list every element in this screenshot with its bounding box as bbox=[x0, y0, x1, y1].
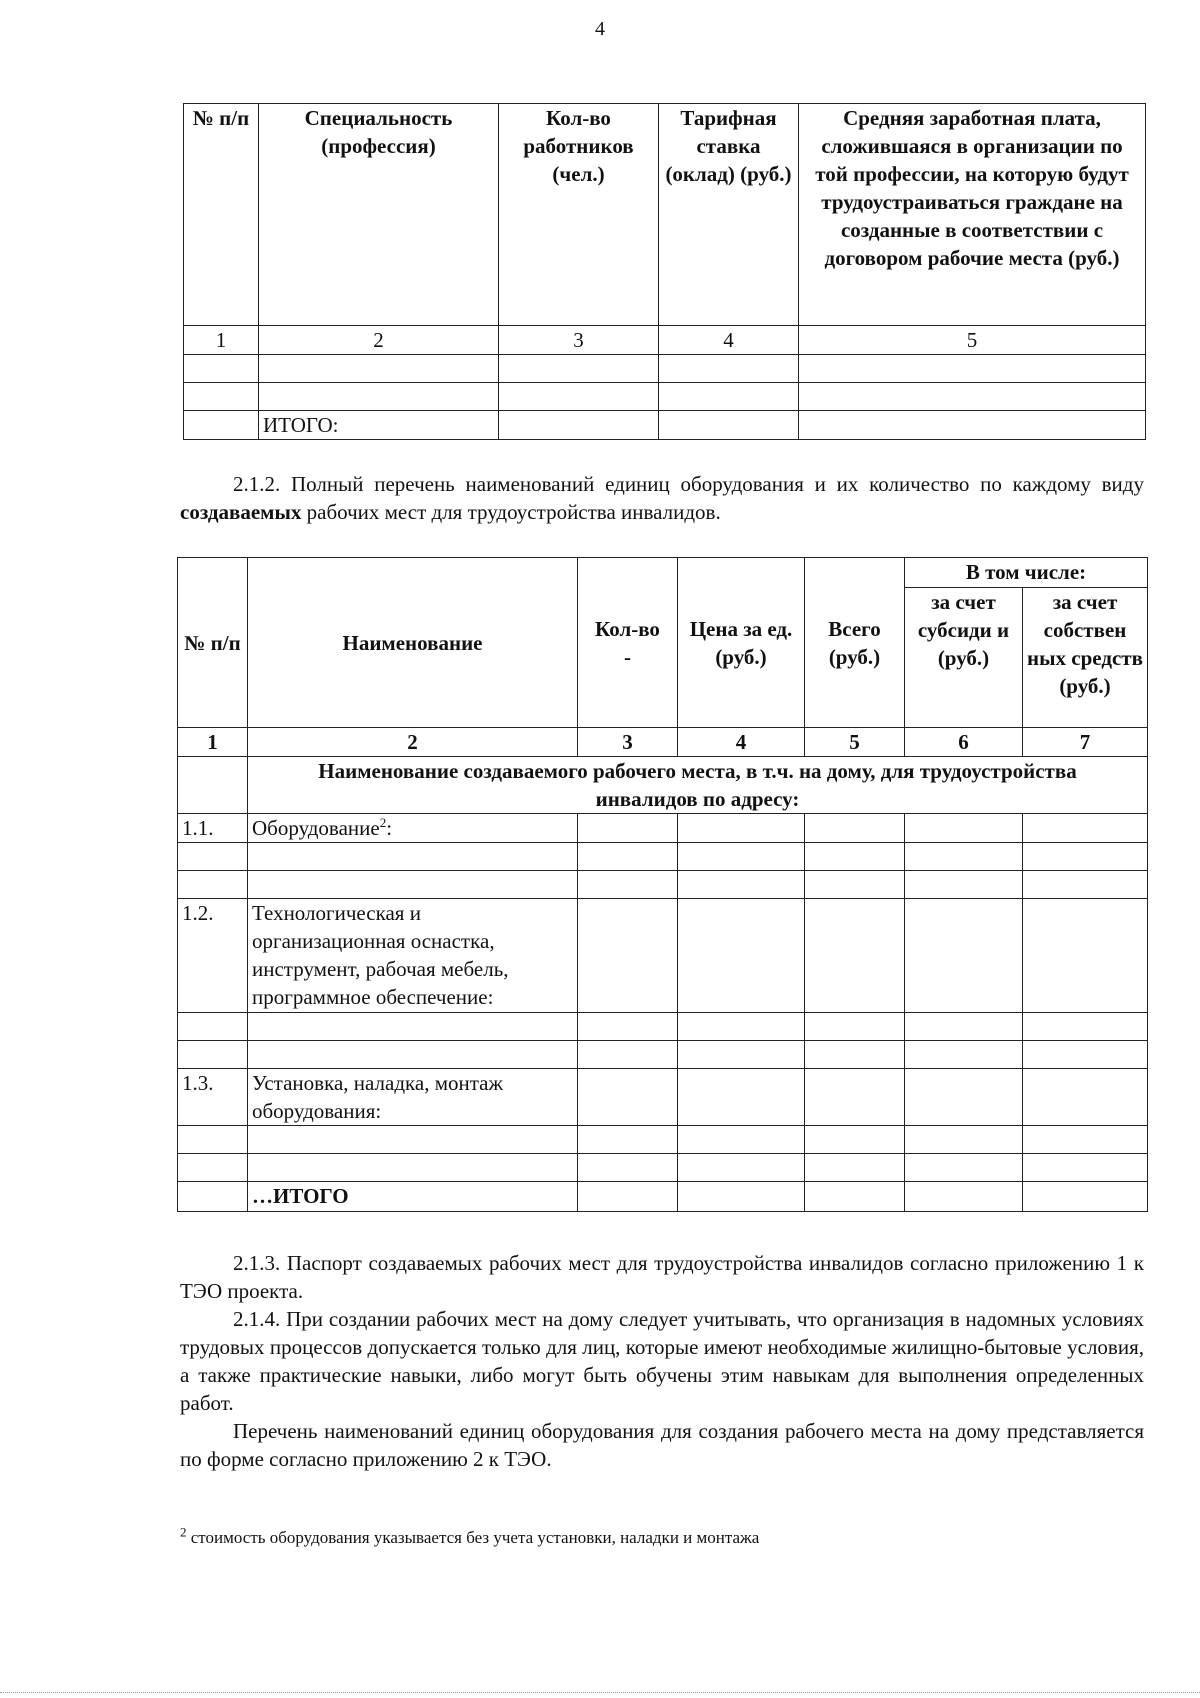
empty-cell bbox=[578, 871, 678, 899]
paragraph-equipment-list: Перечень наименований единиц оборудования для создания рабочего места на дому представляется по форме согласно приложению 2 к ТЭО. bbox=[180, 1419, 1144, 1471]
empty-cell bbox=[678, 1041, 805, 1069]
col-number: 1 bbox=[178, 728, 248, 757]
empty-cell bbox=[178, 843, 248, 871]
empty-cell bbox=[1023, 1126, 1148, 1154]
paragraph-2-1-2-bold: создаваемых bbox=[180, 500, 302, 524]
empty-cell bbox=[905, 1013, 1023, 1041]
table-row bbox=[184, 383, 1146, 411]
empty-cell bbox=[178, 1013, 248, 1041]
empty-cell bbox=[1023, 1154, 1148, 1182]
empty-cell bbox=[1023, 843, 1148, 871]
paragraph-2-1-2 bbox=[180, 470, 1144, 526]
footnote bbox=[180, 1524, 760, 1548]
header-num: № п/п bbox=[184, 104, 259, 326]
empty-cell bbox=[678, 1126, 805, 1154]
empty-cell bbox=[499, 411, 659, 440]
empty-cell bbox=[799, 383, 1146, 411]
equipment-table bbox=[177, 557, 1148, 1212]
row-label: Технологическая и организационная оснастка, инструмент, рабочая мебель, программное обеспечение: bbox=[248, 899, 578, 1013]
empty-cell bbox=[178, 757, 248, 814]
empty-cell bbox=[178, 871, 248, 899]
empty-cell bbox=[905, 1154, 1023, 1182]
empty-cell bbox=[678, 843, 805, 871]
empty-cell bbox=[248, 1013, 578, 1041]
empty-cell bbox=[905, 1182, 1023, 1212]
footnote-text: стоимость оборудования указывается без учета установки, наладки и монтажа bbox=[190, 1528, 760, 1547]
empty-cell bbox=[499, 383, 659, 411]
column-number-row bbox=[184, 326, 1146, 355]
empty-cell bbox=[1023, 1041, 1148, 1069]
empty-cell bbox=[184, 383, 259, 411]
empty-cell bbox=[805, 1126, 905, 1154]
empty-cell bbox=[248, 1126, 578, 1154]
row-label-text: Оборудование bbox=[252, 816, 380, 840]
empty-cell bbox=[805, 899, 905, 1013]
empty-cell bbox=[578, 1013, 678, 1041]
footnote-number: 2 bbox=[180, 1524, 187, 1540]
empty-cell bbox=[678, 1154, 805, 1182]
table-row bbox=[178, 843, 1148, 871]
paragraph-2-1-2-suffix: рабочих мест для трудоустройства инвалидов. bbox=[306, 500, 721, 524]
empty-cell bbox=[178, 1154, 248, 1182]
table-row bbox=[178, 871, 1148, 899]
empty-cell bbox=[259, 355, 499, 383]
paragraph-2-1-4: 2.1.4. При создании рабочих мест на дому следует учитывать, что организация в надомных условиях трудовых процессов допускается только для лиц, которые имеют необходимые жилищно-бытовые условия, а также практические навыки, либо могут быть обучены этим навыкам для выполнения определенных работ. bbox=[180, 1307, 1144, 1415]
empty-cell bbox=[248, 1154, 578, 1182]
total-row bbox=[178, 1182, 1148, 1212]
empty-cell bbox=[1023, 814, 1148, 843]
empty-cell bbox=[1023, 1182, 1148, 1212]
empty-cell bbox=[905, 814, 1023, 843]
col-number: 1 bbox=[184, 326, 259, 355]
section-title: Наименование создаваемого рабочего места, в т.ч. на дому, для трудоустройства инвалидов по адресу: bbox=[248, 757, 1148, 814]
col-number: 7 bbox=[1023, 728, 1148, 757]
col-number: 4 bbox=[659, 326, 799, 355]
empty-cell bbox=[259, 383, 499, 411]
empty-cell bbox=[178, 1182, 248, 1212]
paragraph-2-1-2-prefix: 2.1.2. Полный перечень наименований единиц оборудования и их количество по каждому виду bbox=[233, 472, 1144, 496]
empty-cell bbox=[678, 1182, 805, 1212]
empty-cell bbox=[659, 355, 799, 383]
footnote-ref: 2 bbox=[379, 815, 387, 830]
empty-cell bbox=[1023, 1069, 1148, 1126]
scan-edge-line bbox=[0, 1692, 1200, 1693]
empty-cell bbox=[578, 1069, 678, 1126]
header-own-funds: за счет собствен ных средств (руб.) bbox=[1023, 588, 1148, 728]
total-label: ИТОГО: bbox=[259, 411, 499, 440]
table-header-row bbox=[178, 558, 1148, 588]
header-rate: Тарифная ставка (оклад) (руб.) bbox=[659, 104, 799, 326]
table-row bbox=[178, 1126, 1148, 1154]
empty-cell bbox=[578, 1154, 678, 1182]
col-number: 2 bbox=[248, 728, 578, 757]
col-number: 6 bbox=[905, 728, 1023, 757]
header-qty bbox=[578, 558, 678, 728]
empty-cell bbox=[805, 843, 905, 871]
empty-cell bbox=[805, 1013, 905, 1041]
col-number: 5 bbox=[805, 728, 905, 757]
empty-cell bbox=[799, 355, 1146, 383]
header-name: Наименование bbox=[248, 558, 578, 728]
col-number: 5 bbox=[799, 326, 1146, 355]
table-row bbox=[184, 355, 1146, 383]
empty-cell bbox=[578, 1182, 678, 1212]
header-qty-label: Кол-во bbox=[595, 616, 660, 641]
empty-cell bbox=[578, 814, 678, 843]
empty-cell bbox=[578, 1041, 678, 1069]
empty-cell bbox=[1023, 899, 1148, 1013]
header-avg-salary: Средняя заработная плата, сложившаяся в организации по той профессии, на которую будут трудоустраиваться граждане на созданные в соответствии с договором рабочие места (руб.) bbox=[799, 104, 1146, 326]
row-label bbox=[248, 814, 578, 843]
header-including: В том числе: bbox=[905, 558, 1148, 588]
row-number: 1.1. bbox=[178, 814, 248, 843]
empty-cell bbox=[678, 1069, 805, 1126]
empty-cell bbox=[678, 899, 805, 1013]
empty-cell bbox=[805, 1041, 905, 1069]
header-total: Всего (руб.) bbox=[805, 558, 905, 728]
empty-cell bbox=[805, 1182, 905, 1212]
header-specialty: Специальность (профессия) bbox=[259, 104, 499, 326]
empty-cell bbox=[905, 899, 1023, 1013]
empty-cell bbox=[905, 1126, 1023, 1154]
empty-cell bbox=[499, 355, 659, 383]
col-number: 4 bbox=[678, 728, 805, 757]
empty-cell bbox=[248, 1041, 578, 1069]
total-row bbox=[184, 411, 1146, 440]
header-num: № п/п bbox=[178, 558, 248, 728]
row-label-colon: : bbox=[386, 816, 393, 840]
empty-cell bbox=[805, 871, 905, 899]
empty-cell bbox=[905, 871, 1023, 899]
col-number: 2 bbox=[259, 326, 499, 355]
empty-cell bbox=[578, 1126, 678, 1154]
empty-cell bbox=[178, 1126, 248, 1154]
empty-cell bbox=[184, 411, 259, 440]
row-number: 1.2. bbox=[178, 899, 248, 1013]
table-row bbox=[178, 1013, 1148, 1041]
total-label: …ИТОГО bbox=[248, 1182, 578, 1212]
empty-cell bbox=[905, 843, 1023, 871]
header-price: Цена за ед. (руб.) bbox=[678, 558, 805, 728]
row-number: 1.3. bbox=[178, 1069, 248, 1126]
empty-cell bbox=[248, 871, 578, 899]
header-qty-mark: - bbox=[624, 644, 631, 669]
empty-cell bbox=[678, 871, 805, 899]
salary-table bbox=[183, 103, 1146, 440]
empty-cell bbox=[805, 814, 905, 843]
table-row bbox=[178, 1069, 1148, 1126]
table-row bbox=[178, 1041, 1148, 1069]
table-row bbox=[178, 899, 1148, 1013]
empty-cell bbox=[678, 814, 805, 843]
empty-cell bbox=[805, 1069, 905, 1126]
empty-cell bbox=[184, 355, 259, 383]
empty-cell bbox=[805, 1154, 905, 1182]
table-header-row bbox=[184, 104, 1146, 326]
empty-cell bbox=[578, 843, 678, 871]
empty-cell bbox=[178, 1041, 248, 1069]
column-number-row bbox=[178, 728, 1148, 757]
empty-cell bbox=[1023, 871, 1148, 899]
row-label: Установка, наладка, монтаж оборудования: bbox=[248, 1069, 578, 1126]
header-workers: Кол-во работников (чел.) bbox=[499, 104, 659, 326]
empty-cell bbox=[678, 1013, 805, 1041]
header-subsidy: за счет субсиди и (руб.) bbox=[905, 588, 1023, 728]
empty-cell bbox=[248, 843, 578, 871]
empty-cell bbox=[578, 899, 678, 1013]
empty-cell bbox=[1023, 1013, 1148, 1041]
empty-cell bbox=[799, 411, 1146, 440]
table-row bbox=[178, 814, 1148, 843]
empty-cell bbox=[659, 411, 799, 440]
col-number: 3 bbox=[499, 326, 659, 355]
page-number: 4 bbox=[595, 18, 605, 40]
empty-cell bbox=[659, 383, 799, 411]
empty-cell bbox=[905, 1069, 1023, 1126]
paragraph-2-1-3: 2.1.3. Паспорт создаваемых рабочих мест для трудоустройства инвалидов согласно приложению 1 к ТЭО проекта. bbox=[180, 1251, 1144, 1303]
empty-cell bbox=[905, 1041, 1023, 1069]
section-title-row bbox=[178, 757, 1148, 814]
table-row bbox=[178, 1154, 1148, 1182]
col-number: 3 bbox=[578, 728, 678, 757]
